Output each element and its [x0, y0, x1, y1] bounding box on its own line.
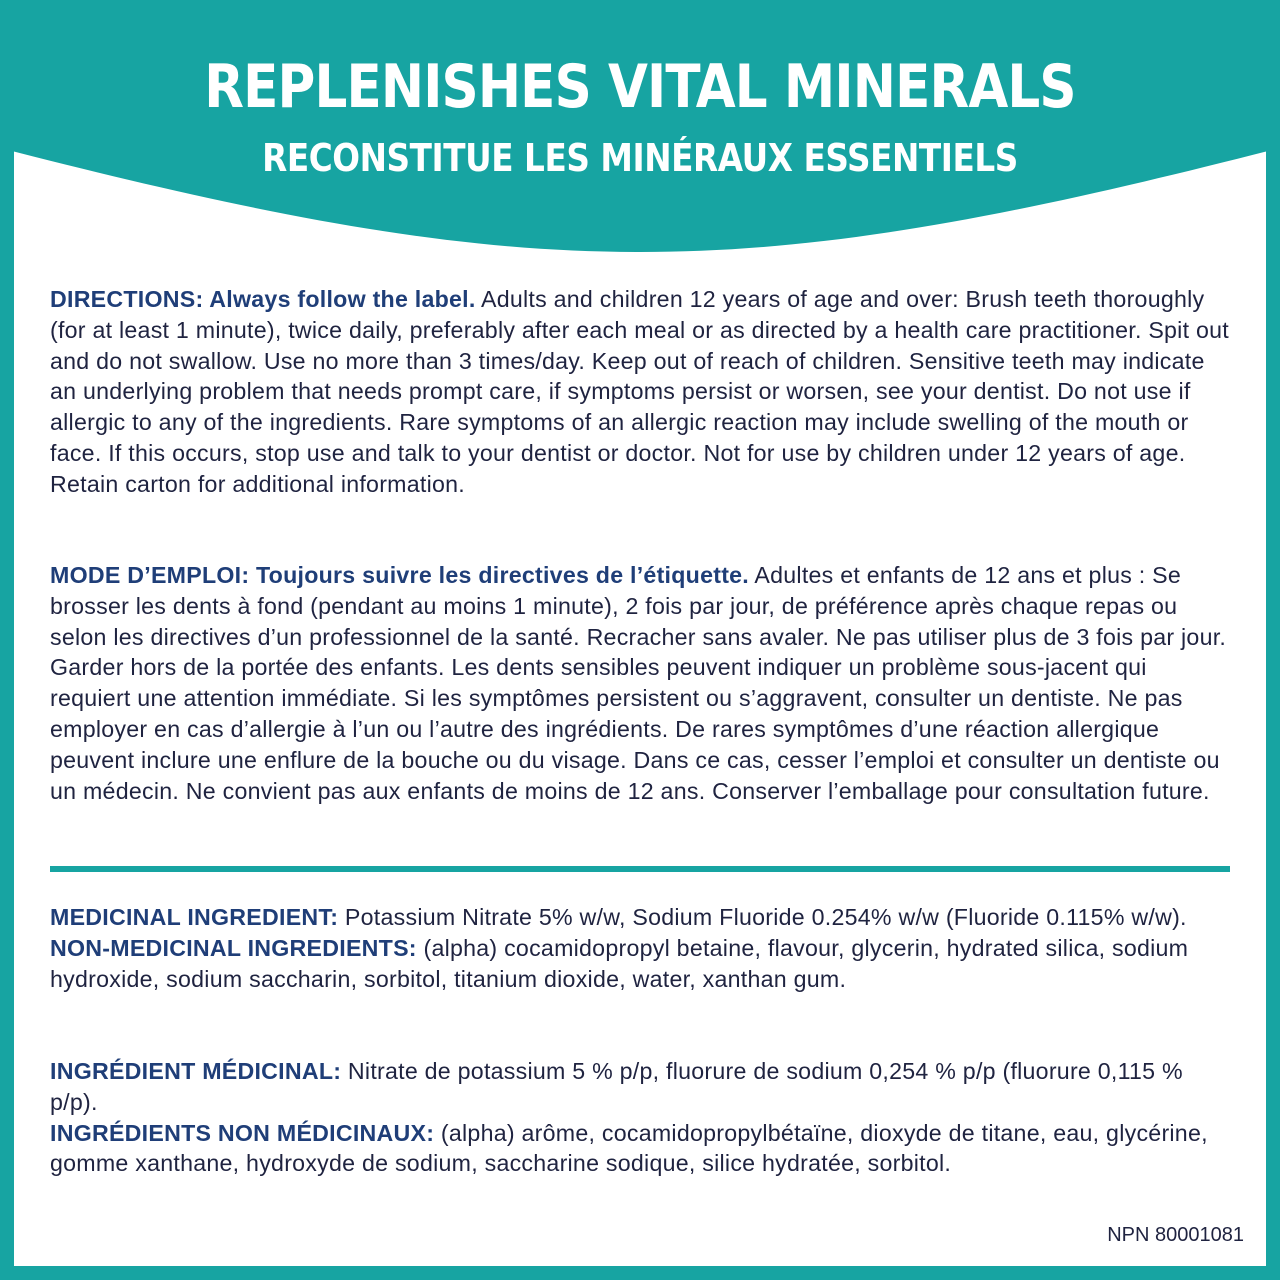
- non-medicinal-ingredients-english: [50, 933, 1230, 995]
- directions-english: [50, 284, 1230, 500]
- non-medicinal-ingredients-french: [50, 1118, 1230, 1180]
- ingredients-english: [50, 902, 1230, 994]
- non-medicinal-ingredients-french-text: (alpha) arôme, cocamidopropylbétaïne, dioxyde de titane, eau, glycérine, gomme xanthane, hydroxyde de sodium, saccharine sodique, silice hydratée, sorbitol.: [50, 1119, 1208, 1177]
- directions-english-paragraph: [50, 284, 1230, 500]
- non-medicinal-ingredients-english-heading: NON-MEDICINAL INGREDIENTS:: [50, 934, 417, 961]
- medicinal-ingredient-english-text: Potassium Nitrate 5% w/w, Sodium Fluoride 0.254% w/w (Fluoride 0.115% w/w).: [338, 904, 1187, 930]
- title-french: RECONSTITUE LES MINÉRAUX ESSENTIELS: [262, 136, 1018, 180]
- medicinal-ingredient-french: [50, 1056, 1230, 1118]
- title-english: REPLENISHES VITAL MINERALS: [204, 52, 1076, 122]
- medicinal-ingredient-french-heading: INGRÉDIENT MÉDICINAL:: [50, 1058, 342, 1084]
- medicinal-ingredient-french-text: Nitrate de potassium 5 % p/p, fluorure de sodium 0,254 % p/p (fluorure 0,115 % p/p).: [50, 1058, 1183, 1115]
- directions-english-text: Adults and children 12 years of age and over: Brush teeth thoroughly (for at least 1 minute), twice daily, preferably after each meal or as directed by a health care practitioner. Spit out and do not swallow. Use no more than 3 times/day. Keep out of reach of children. Sensitive teeth may indicate an underlying problem that needs prompt care, if symptoms persist or worsen, see your dentist. Do not use if allergic to any of the ingredients. Rare symptoms of an allergic reaction may include swelling of the mouth or face. If this occurs, stop use and talk to your dentist or doctor. Not for use by children under 12 years of age. Retain carton for additional information.: [50, 286, 1229, 497]
- directions-french-paragraph: [50, 560, 1230, 806]
- section-divider: [50, 866, 1230, 872]
- header-banner: [0, 0, 1280, 260]
- directions-french-heading: MODE D’EMPLOI: Toujours suivre les directives de l’étiquette.: [50, 562, 749, 588]
- non-medicinal-ingredients-english-text: (alpha) cocamidopropyl betaine, flavour, glycerin, hydrated silica, sodium hydroxide, sodium saccharin, sorbitol, titanium dioxide, water, xanthan gum.: [50, 934, 1189, 992]
- ingredients-french: [50, 1056, 1230, 1179]
- medicinal-ingredient-english: [50, 902, 1230, 933]
- medicinal-ingredient-english-heading: MEDICINAL INGREDIENT:: [50, 904, 339, 930]
- directions-french: [50, 560, 1230, 806]
- non-medicinal-ingredients-french-heading: INGRÉDIENTS NON MÉDICINAUX:: [50, 1119, 435, 1146]
- npn-number: NPN 80001081: [1107, 1224, 1244, 1246]
- directions-french-text: Adultes et enfants de 12 ans et plus : Se brosser les dents à fond (pendant au moins 1 minute), 2 fois par jour, de préférence après chaque repas ou selon les directives d’un professionnel de la santé. Recracher sans avaler. Ne pas utiliser plus de 3 fois par jour. Garder hors de la portée des enfants. Les dents sensibles peuvent indiquer un problème sous-jacent qui requiert une attention immédiate. Si les symptômes persistent ou s’aggravent, consulter un dentiste. Ne pas employer en cas d’allergie à l’un ou l’autre des ingrédients. De rares symptômes d’une réaction allergique peuvent inclure une enflure de la bouche ou du visage. Dans ce cas, cesser l’emploi et consulter un dentiste ou un médecin. Ne convient pas aux enfants de moins de 12 ans. Conserver l’emballage pour consultation future.: [50, 562, 1227, 804]
- directions-english-heading: DIRECTIONS: Always follow the label.: [50, 286, 476, 312]
